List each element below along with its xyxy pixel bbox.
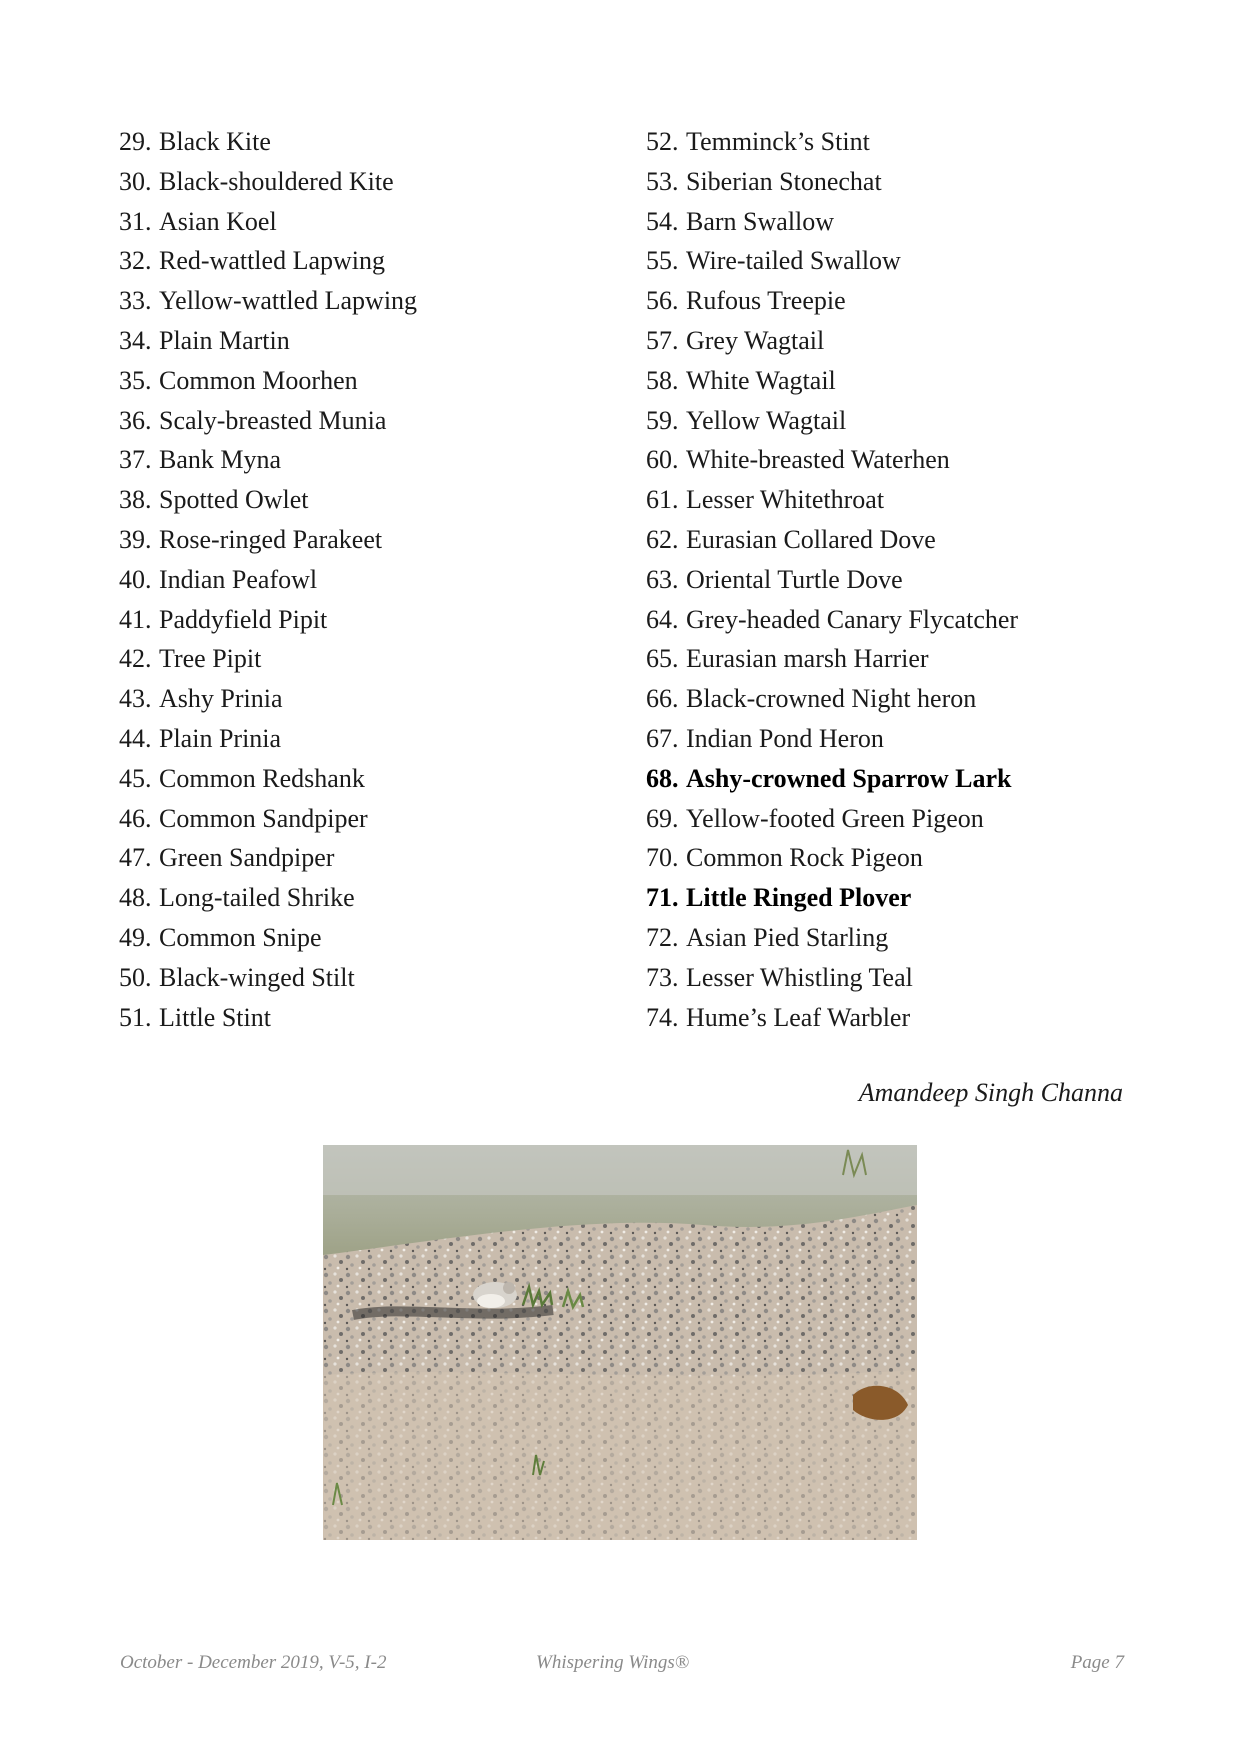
species-name: Plain Martin [159, 325, 290, 355]
species-name: Indian Pond Heron [686, 723, 884, 753]
species-item [646, 520, 1166, 560]
species-number: 34. [119, 325, 152, 355]
species-item [646, 639, 1166, 679]
author-signature: Amandeep Singh Channa [858, 1078, 1123, 1107]
species-number: 48. [119, 883, 152, 913]
species-item [119, 639, 599, 679]
species-number: 33. [119, 286, 152, 316]
species-name: Yellow-wattled Lapwing [159, 286, 418, 316]
species-name: White Wagtail [686, 365, 836, 395]
species-number: 31. [119, 206, 152, 236]
species-number: 35. [119, 365, 152, 395]
species-item [119, 281, 599, 321]
species-name: Common Rock Pigeon [686, 843, 923, 873]
species-name: Ashy-crowned Sparrow Lark [686, 763, 1012, 793]
species-item [119, 878, 599, 918]
species-name: Wire-tailed Swallow [686, 246, 901, 276]
species-number: 42. [119, 644, 152, 674]
species-number: 47. [119, 843, 152, 873]
species-number: 53. [646, 166, 679, 196]
species-name: Asian Pied Starling [686, 922, 889, 952]
species-name: Tree Pipit [159, 644, 262, 674]
species-number: 63. [646, 564, 679, 594]
species-item [119, 759, 599, 799]
species-item [119, 401, 599, 441]
species-name: Grey Wagtail [686, 325, 825, 355]
species-item [646, 321, 1166, 361]
species-number: 51. [119, 1002, 152, 1032]
species-item [119, 241, 599, 281]
species-item [646, 480, 1166, 520]
species-number: 54. [646, 206, 679, 236]
species-number: 44. [119, 723, 152, 753]
species-number: 60. [646, 445, 679, 475]
species-item [119, 600, 599, 640]
species-number: 66. [646, 684, 679, 714]
species-item [119, 321, 599, 361]
species-name: White-breasted Waterhen [686, 445, 950, 475]
species-item [646, 122, 1166, 162]
species-item [119, 958, 599, 998]
species-number: 62. [646, 524, 679, 554]
species-item [119, 520, 599, 560]
species-name: Lesser Whistling Teal [686, 962, 913, 992]
species-item [119, 560, 599, 600]
species-item [646, 162, 1166, 202]
species-item [119, 202, 599, 242]
species-name: Paddyfield Pipit [159, 604, 328, 634]
species-item [646, 918, 1166, 958]
species-name: Long-tailed Shrike [159, 883, 355, 913]
species-item [646, 998, 1166, 1038]
species-item [646, 679, 1166, 719]
species-number: 43. [119, 684, 152, 714]
species-number: 67. [646, 723, 679, 753]
species-name: Green Sandpiper [159, 843, 335, 873]
species-number: 41. [119, 604, 152, 634]
species-number: 64. [646, 604, 679, 634]
species-name: Common Snipe [159, 922, 322, 952]
species-item [119, 838, 599, 878]
species-item [119, 480, 599, 520]
species-item [646, 600, 1166, 640]
bird-photo [323, 1145, 917, 1540]
species-name: Bank Myna [159, 445, 282, 475]
species-item [646, 440, 1166, 480]
species-name: Yellow-footed Green Pigeon [686, 803, 984, 833]
species-item [646, 878, 1166, 918]
species-name: Black-shouldered Kite [159, 166, 394, 196]
species-number: 49. [119, 922, 152, 952]
species-item [119, 799, 599, 839]
species-number: 39. [119, 524, 152, 554]
species-name: Black-winged Stilt [159, 962, 355, 992]
species-name: Rose-ringed Parakeet [159, 524, 383, 554]
species-name: Temminck’s Stint [686, 127, 870, 156]
species-name: Rufous Treepie [686, 286, 846, 316]
species-name: Eurasian Collared Dove [686, 524, 936, 554]
species-list-left [119, 122, 599, 1037]
species-name: Hume’s Leaf Warbler [686, 1002, 911, 1032]
species-name: Lesser Whitethroat [686, 485, 885, 515]
species-list-right [646, 122, 1166, 1037]
footer-issue-date: October - December 2019, V-5, I-2 [120, 1652, 387, 1673]
species-number: 46. [119, 803, 152, 833]
species-name: Common Sandpiper [159, 803, 368, 833]
species-item [646, 759, 1166, 799]
species-number: 30. [119, 166, 152, 196]
species-number: 61. [646, 485, 679, 515]
species-item [646, 202, 1166, 242]
species-number: 70. [646, 843, 679, 873]
species-number: 55. [646, 246, 679, 276]
species-item [646, 361, 1166, 401]
species-number: 74. [646, 1002, 679, 1032]
species-number: 45. [119, 763, 152, 793]
species-number: 72. [646, 922, 679, 952]
species-name: Common Redshank [159, 763, 365, 793]
species-number: 29. [119, 127, 152, 156]
species-name: Little Ringed Plover [686, 883, 912, 913]
footer-publication: Whispering Wings® [536, 1652, 690, 1673]
species-name: Yellow Wagtail [686, 405, 847, 435]
species-number: 69. [646, 803, 679, 833]
species-number: 37. [119, 445, 152, 475]
species-number: 36. [119, 405, 152, 435]
species-item [646, 838, 1166, 878]
species-name: Little Stint [159, 1002, 271, 1032]
species-item [119, 719, 599, 759]
footer-page-number: Page 7 [1070, 1652, 1124, 1673]
species-name: Ashy Prinia [159, 684, 283, 714]
species-item [119, 918, 599, 958]
species-name: Grey-headed Canary Flycatcher [686, 604, 1019, 634]
species-name: Siberian Stonechat [686, 166, 882, 196]
species-item [119, 440, 599, 480]
species-number: 38. [119, 485, 152, 515]
species-number: 57. [646, 325, 679, 355]
species-number: 56. [646, 286, 679, 316]
species-item [119, 998, 599, 1038]
species-number: 68. [646, 763, 679, 793]
species-name: Black-crowned Night heron [686, 684, 977, 714]
species-number: 50. [119, 962, 152, 992]
species-item [646, 799, 1166, 839]
species-item [119, 361, 599, 401]
species-number: 73. [646, 962, 679, 992]
species-name: Oriental Turtle Dove [686, 564, 903, 594]
species-item [646, 281, 1166, 321]
species-name: Eurasian marsh Harrier [686, 644, 929, 674]
species-name: Red-wattled Lapwing [159, 246, 385, 276]
species-number: 52. [646, 127, 679, 156]
species-item [119, 679, 599, 719]
species-name: Spotted Owlet [159, 485, 309, 515]
species-item [646, 560, 1166, 600]
species-item [119, 162, 599, 202]
species-name: Black Kite [159, 127, 271, 156]
species-item [646, 241, 1166, 281]
species-number: 65. [646, 644, 679, 674]
species-number: 40. [119, 564, 152, 594]
species-number: 58. [646, 365, 679, 395]
species-item [646, 719, 1166, 759]
species-name: Common Moorhen [159, 365, 358, 395]
species-name: Barn Swallow [686, 206, 835, 236]
species-name: Plain Prinia [159, 723, 282, 753]
species-name: Indian Peafowl [159, 564, 318, 594]
species-item [646, 958, 1166, 998]
species-item [119, 122, 599, 162]
species-number: 59. [646, 405, 679, 435]
species-number: 71. [646, 883, 679, 913]
species-number: 32. [119, 246, 152, 276]
species-item [646, 401, 1166, 441]
species-name: Asian Koel [159, 206, 277, 236]
species-name: Scaly-breasted Munia [159, 405, 387, 435]
